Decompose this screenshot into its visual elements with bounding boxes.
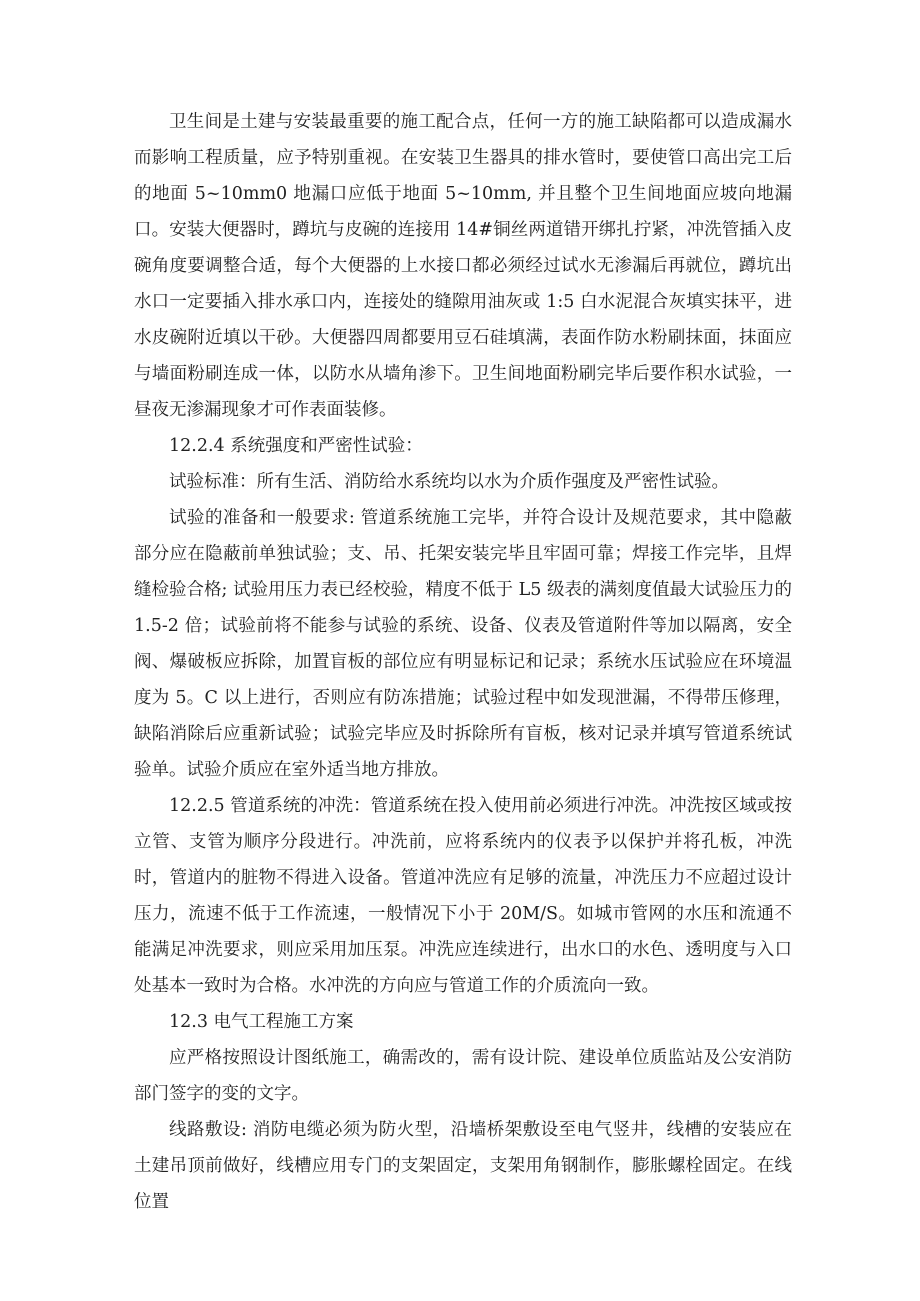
paragraph-design-drawing-changes: 应严格按照设计图纸施工，确需改的，需有设计院、建设单位质监站及公安消防部门签字的变的文字。 <box>134 1048 792 1104</box>
paragraph-12-2-5-pipe-flushing: 12.2.5 管道系统的冲洗：管道系统在投入使用前必须进行冲洗。冲洗按区域或按立管、支管为顺序分段进行。冲洗前，应将系统内的仪表予以保护并将孔板，冲洗时，管道内的脏物不得进入设备。管道冲洗应有足够的流量，冲洗压力不应超过设计压力，流速不低于工作流速，一般情况下小于 20M/S。如城市管网的水压和流通不能满足冲洗要求，则应采用加压泵。冲洗应连续进行，出水口的水色、透明度与入口处基本一致时为合格。水冲洗的方向应与管道工作的介质流向一致。 <box>134 796 792 996</box>
section-heading-12-2-4: 12.2.4 系统强度和严密性试验： <box>169 436 423 456</box>
paragraph-test-standard: 试验标准：所有生活、消防给水系统均以水为介质作强度及严密性试验。 <box>169 472 729 492</box>
document-body <box>134 104 792 1220</box>
paragraph-bathroom-construction: 卫生间是土建与安装最重要的施工配合点，任何一方的施工缺陷都可以造成漏水而影响工程质量，应予特别重视。在安装卫生器具的排水管时，要使管口高出完工后的地面 5~10mm0 地漏口应低于地面 5~10mm, 并且整个卫生间地面应坡向地漏口。安装大便器时，蹲坑与皮碗的连接用 14#铜丝两道错开绑扎拧紧，冲洗管插入皮碗角度要调整合适，每个大便器的上水接口都必须经过试水无渗漏后再就位，蹲坑出水口一定要插入排水承口内，连接处的缝隙用油灰或 1:5 白水泥混合灰填实抹平，进水皮碗附近填以干砂。大便器四周都要用豆石硅填满，表面作防水粉刷抹面，抹面应与墙面粉刷连成一体，以防水从墙角渗下。卫生间地面粉刷完毕后要作积水试验，一昼夜无渗漏现象才可作表面装修。 <box>134 112 792 420</box>
section-heading-12-3-electrical: 12.3 电气工程施工方案 <box>169 1012 354 1032</box>
paragraph-cable-routing: 线路敷设: 消防电缆必须为防火型，沿墙桥架敷设至电气竖井，线槽的安装应在土建吊顶前做好，线槽应用专门的支架固定，支架用角钢制作，膨胀螺栓固定。在线位置 <box>134 1120 792 1212</box>
paragraph-test-preparation: 试验的准备和一般要求: 管道系统施工完毕，并符合设计及规范要求，其中隐蔽部分应在隐蔽前单独试验；支、吊、托架安装完毕且牢固可靠；焊接工作完毕，且焊缝检验合格; 试验用压力表已经校验，精度不低于 L5 级表的满刻度值最大试验压力的 1.5-2 倍；试验前将不能参与试验的系统、设备、仪表及管道附件等加以隔离，安全阀、爆破板应拆除，加置盲板的部位应有明显标记和记录；系统水压试验应在环境温度为 5。C 以上进行，否则应有防冻措施；试验过程中如发现泄漏，不得带压修理，缺陷消除后应重新试验；试验完毕应及时拆除所有盲板，核对记录并填写管道系统试验单。试验介质应在室外适当地方排放。 <box>134 508 792 780</box>
